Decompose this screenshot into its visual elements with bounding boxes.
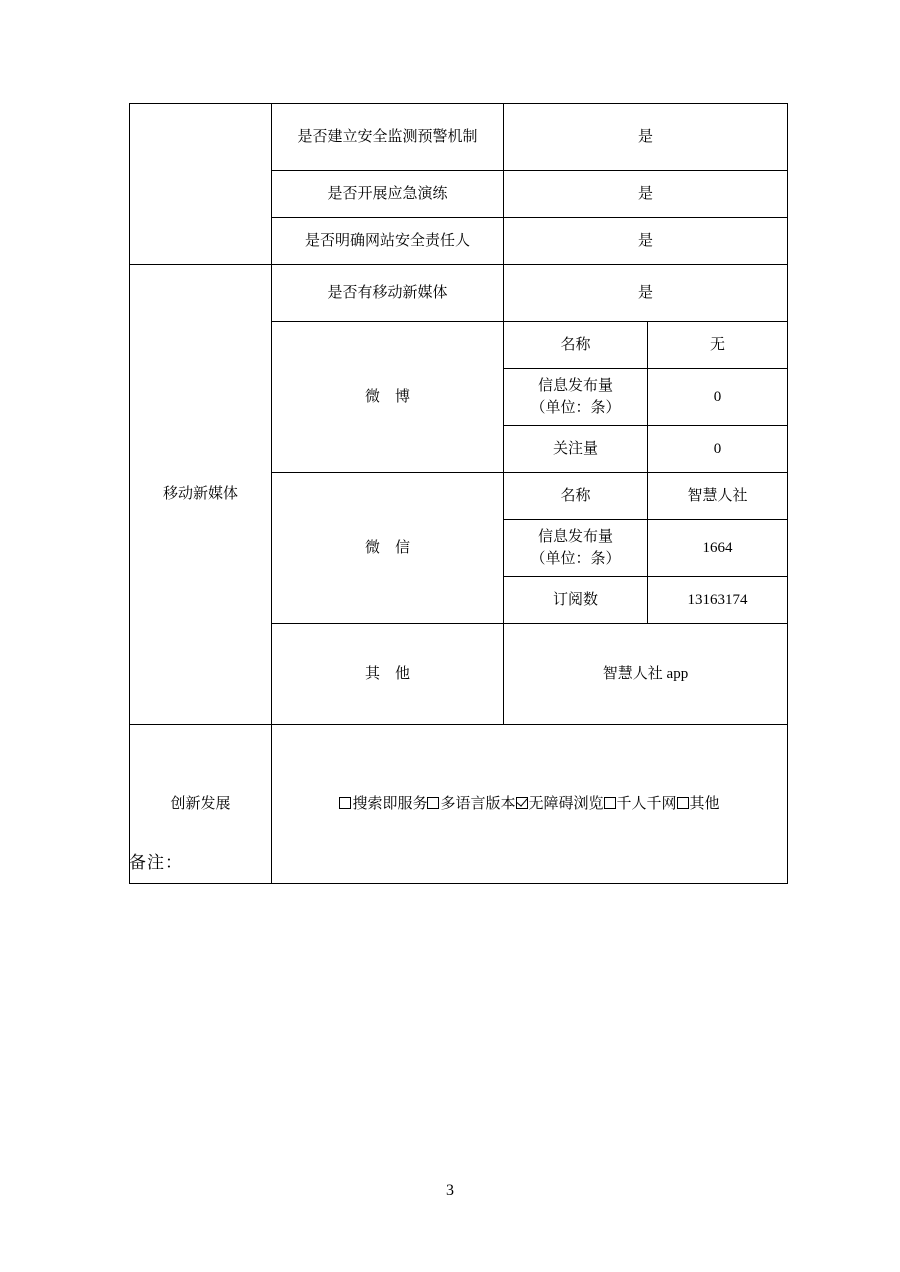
weixin-field-key-0: 名称 xyxy=(504,473,648,520)
mobile-media-section-label: 移动新媒体 xyxy=(130,265,272,725)
innovation-option-0[interactable] xyxy=(339,796,427,812)
innovation-option-3[interactable] xyxy=(604,796,677,812)
weibo-field-value-1: 0 xyxy=(648,369,788,426)
innovation-checkbox-group xyxy=(278,793,781,816)
innovation-label: 创新发展 xyxy=(130,725,272,884)
weibo-field-key-0: 名称 xyxy=(504,322,648,369)
innovation-option-1-label: 多语言版本 xyxy=(440,795,516,812)
security-label-1: 是否开展应急演练 xyxy=(272,171,504,218)
weixin-field-key-1-line1: 信息发布量 xyxy=(537,528,613,545)
weixin-field-key-1-line2: （单位：条） xyxy=(530,551,621,567)
weixin-field-value-0: 智慧人社 xyxy=(648,473,788,520)
note-label: 备注： xyxy=(129,853,183,872)
weixin-field-key-1 xyxy=(504,520,648,577)
innovation-option-4[interactable] xyxy=(677,796,720,812)
innovation-option-1[interactable] xyxy=(427,796,515,812)
innovation-option-2-label: 无障碍浏览 xyxy=(528,795,604,812)
checkbox-icon[interactable] xyxy=(339,797,351,809)
report-table-wrapper xyxy=(129,103,787,884)
security-value-0: 是 xyxy=(504,104,788,171)
has-mobile-media-value: 是 xyxy=(504,265,788,322)
checkbox-icon[interactable] xyxy=(677,797,689,809)
checkbox-checked-icon[interactable] xyxy=(516,797,528,809)
innovation-option-4-label: 其他 xyxy=(689,795,720,812)
weibo-field-key-1-line2: （单位：条） xyxy=(530,400,621,416)
weibo-label: 微 博 xyxy=(272,322,504,473)
security-label-2: 是否明确网站安全责任人 xyxy=(272,218,504,265)
innovation-option-0-label: 搜索即服务 xyxy=(352,795,428,812)
weibo-field-key-1-line1: 信息发布量 xyxy=(537,377,613,394)
security-label-0: 是否建立安全监测预警机制 xyxy=(272,104,504,171)
weixin-field-value-2: 13163174 xyxy=(648,577,788,624)
checkbox-icon[interactable] xyxy=(604,797,616,809)
weibo-field-value-2: 0 xyxy=(648,426,788,473)
has-mobile-media-label: 是否有移动新媒体 xyxy=(272,265,504,322)
weibo-field-value-0: 无 xyxy=(648,322,788,369)
security-value-1: 是 xyxy=(504,171,788,218)
weibo-field-key-2: 关注量 xyxy=(504,426,648,473)
other-media-label: 其 他 xyxy=(272,624,504,725)
innovation-option-3-label: 千人千网 xyxy=(616,795,677,812)
report-table xyxy=(129,103,788,884)
innovation-option-2[interactable] xyxy=(516,796,604,812)
weixin-label: 微 信 xyxy=(272,473,504,624)
weixin-field-value-1: 1664 xyxy=(648,520,788,577)
checkbox-icon[interactable] xyxy=(427,797,439,809)
security-section-label xyxy=(130,104,272,265)
innovation-options-cell xyxy=(272,725,788,884)
table-row xyxy=(130,265,788,322)
table-row xyxy=(130,725,788,884)
weixin-field-key-2: 订阅数 xyxy=(504,577,648,624)
weibo-field-key-1 xyxy=(504,369,648,426)
security-value-2: 是 xyxy=(504,218,788,265)
other-media-value: 智慧人社 app xyxy=(504,624,788,725)
table-row xyxy=(130,104,788,171)
page-number: 3 xyxy=(446,1182,454,1199)
